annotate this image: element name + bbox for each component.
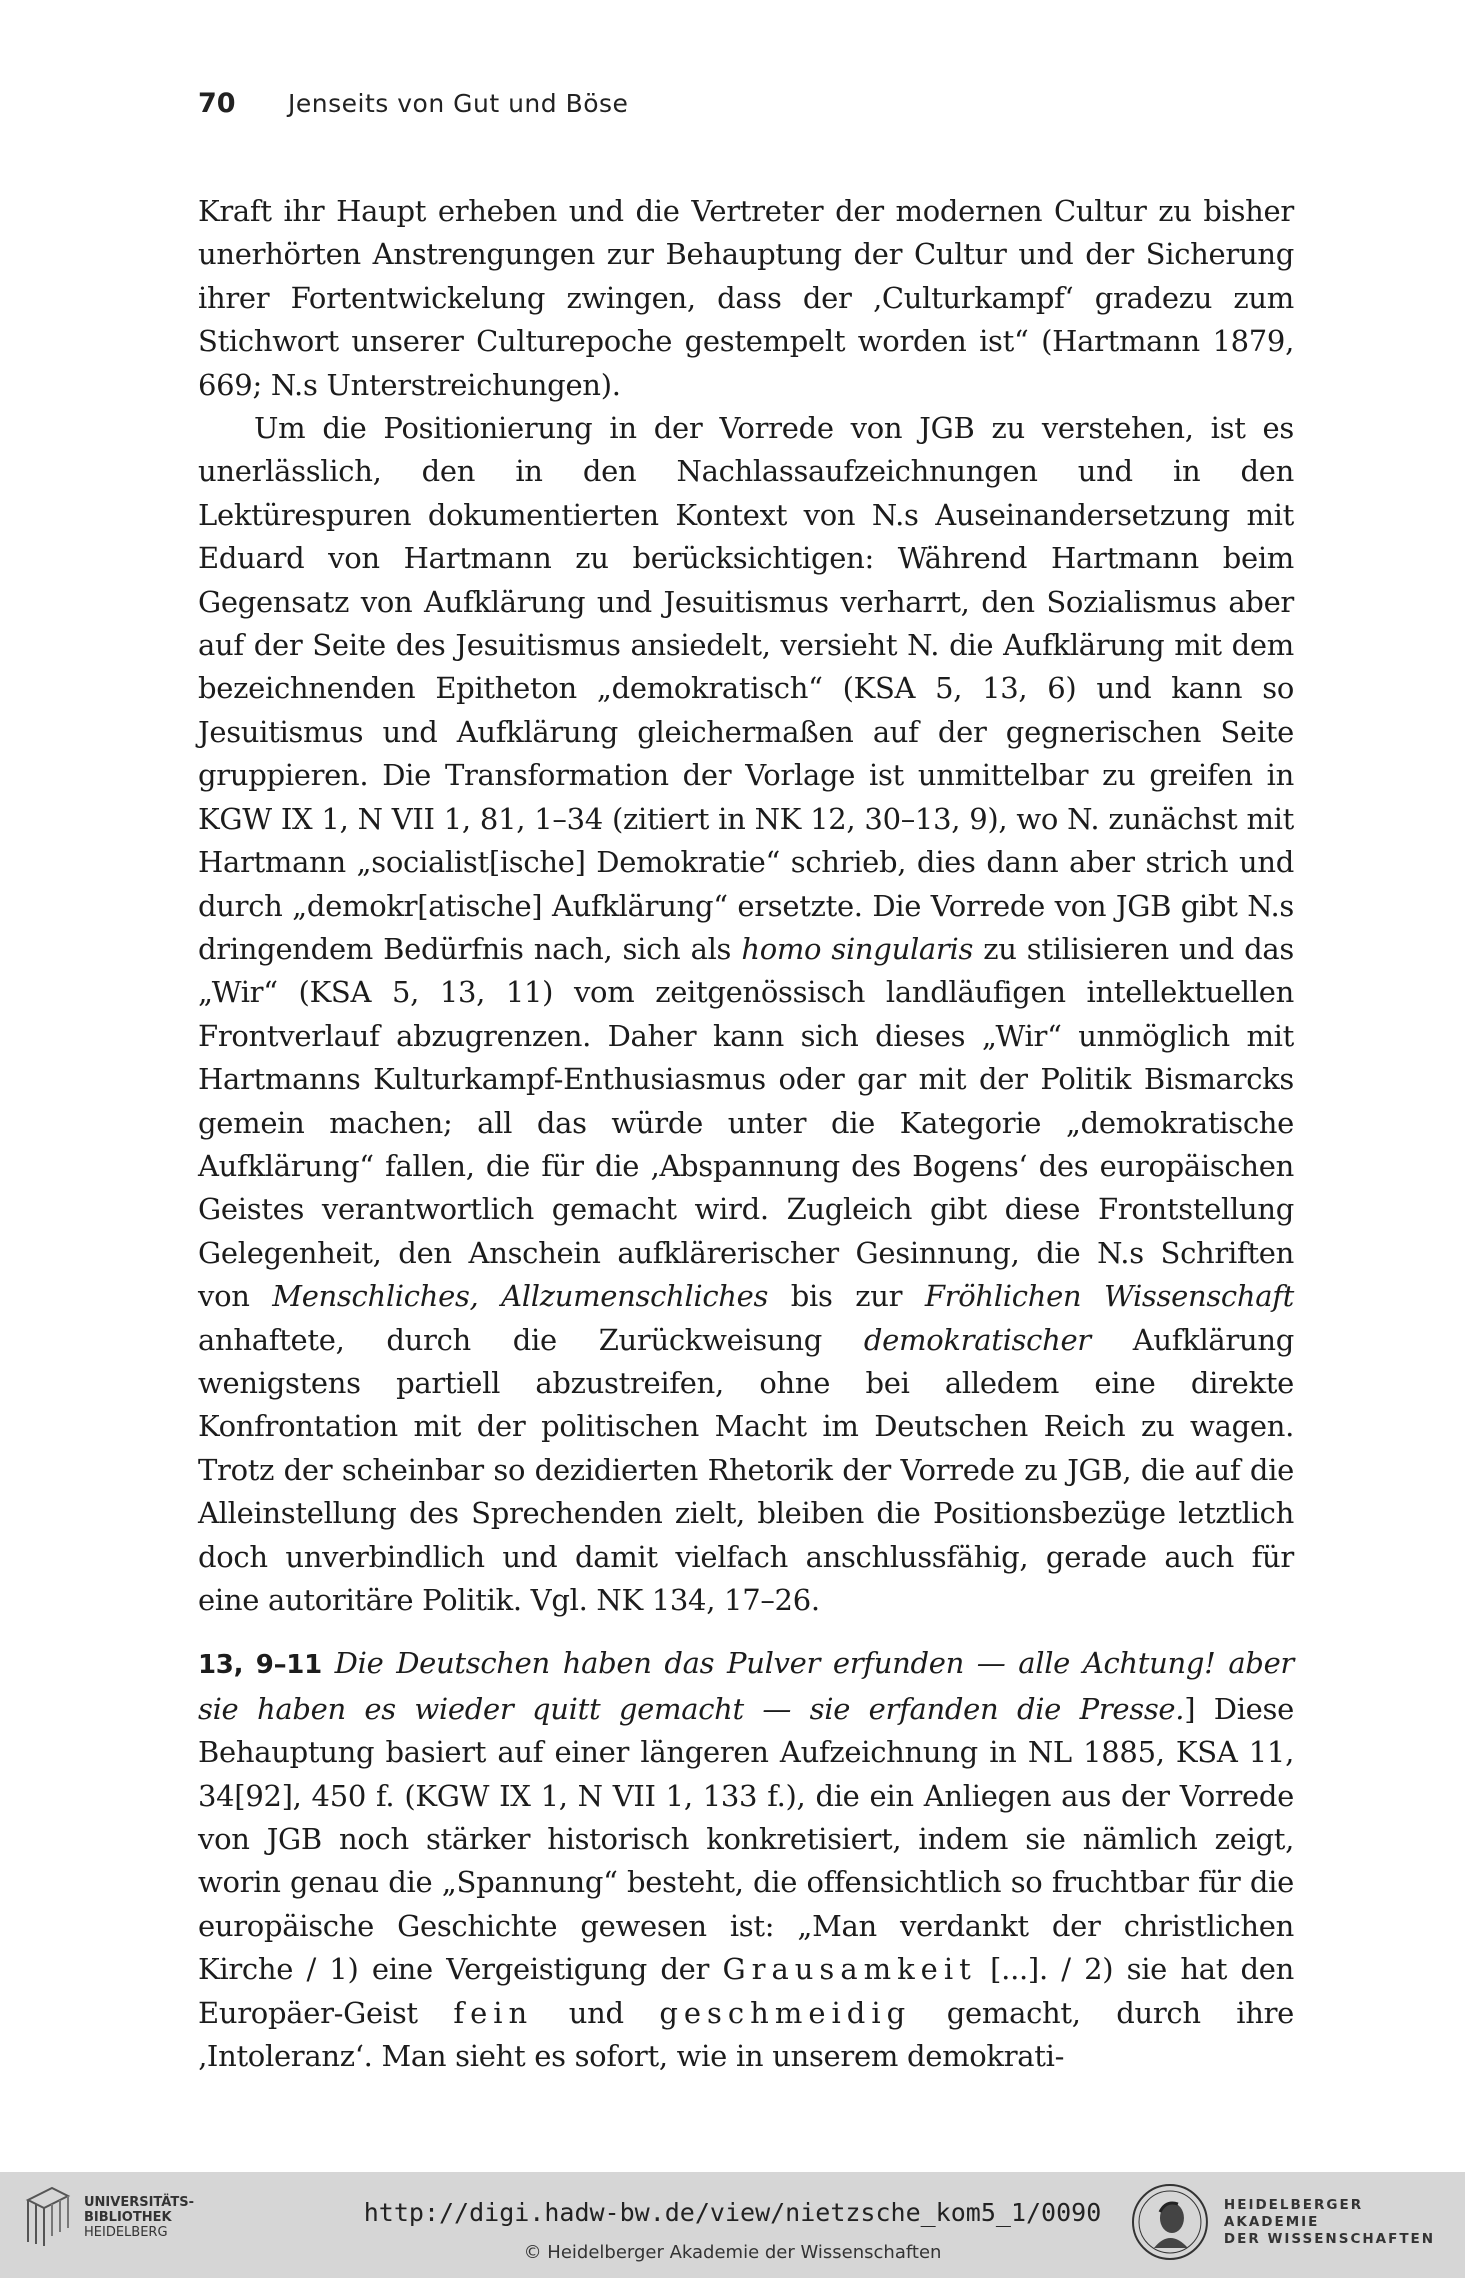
text-run: und: [568, 1995, 624, 2030]
paragraph-commentary: [198, 407, 1294, 1622]
text-run: Um die Positionierung in der Vorrede von JGB zu verstehen, ist es unerlässlich, den in den Nachlassaufzeichnungen und in den Lektürespuren dokumentierten Kontext von N.s Auseinandersetzung mit Eduard von Hartmann zu berücksichtigen: Während Hartmann beim Gegensatz von Aufklärung und Jesuitismus verharrt, den Sozialismus aber auf der Seite des Jesuitismus ansiedelt, versieht N. die Aufklärung mit dem bezeichnenden Epitheton „demokratisch“ (KSA 5, 13, 6) und kann so Jesuitismus und Aufklärung gleichermaßen auf der gegnerischen Seite gruppieren. Die Transformation der Vorlage ist unmittelbar zu greifen in KGW IX 1, N VII 1, 81, 1–34 (zitiert in NK 12, 30–13, 9), wo N. zunächst mit Hartmann „socialist[ische] Demokratie“ schrieb, dies dann aber strich und durch „demokr[atische] Aufklärung“ ersetzte. Die Vorrede von JGB gibt N.s dringendem Bedürfnis nach, sich als: [198, 411, 1294, 966]
italic-title: Fröhlichen Wissenschaft: [924, 1279, 1295, 1314]
italic-term: homo singularis: [741, 931, 974, 966]
text-run: bis zur: [790, 1279, 903, 1314]
academy-name-line: HEIDELBERGER AKADEMIE: [1223, 2196, 1364, 2230]
copyright-notice: © Heidelberger Akademie der Wissenschaften: [523, 2242, 942, 2263]
spaced-emphasis: Grausamkeit: [722, 1952, 977, 1987]
page-number: 70: [198, 88, 236, 119]
running-title: Jenseits von Gut und Böse: [288, 89, 629, 118]
body-text: [198, 190, 1294, 2078]
text-run: ] Diese Behauptung basiert auf einer längeren Aufzeichnung in NL 1885, KSA 11, 34[92], 450 f. (KGW IX 1, N VII 1, 133 f.), die ein Anliegen aus der Vorrede von JGB noch stärker historisch konkretisiert, indem sie nämlich zeigt, worin genau die „Spannung“ besteht, die offensichtlich so fruchtbar für die europäische Geschichte gewesen ist: „Man verdankt der christlichen Kirche / 1) eine Vergeistigung der: [198, 1691, 1294, 1987]
italic-term: demokratischer: [863, 1322, 1091, 1357]
academy-logo[interactable]: [1130, 2182, 1465, 2262]
source-url-link[interactable]: http://digi.hadw-bw.de/view/nietzsche_kom5_1/0090: [363, 2198, 1102, 2227]
academy-name: [1224, 2197, 1465, 2248]
text-run: [...]. / 2) sie hat den Europäer-Geist: [198, 1952, 1294, 2030]
text-run: gemacht, durch ihre ‚Intoleranz‘. Man sieht es sofort, wie in unserem demokrati-: [198, 1995, 1295, 2074]
italic-title: Menschliches, Allzumenschliches: [272, 1279, 769, 1314]
lemma-reference: 13, 9–11: [198, 1650, 322, 1681]
library-name-line: BIBLIOTHEK: [84, 2209, 172, 2225]
academy-seal-icon: [1130, 2182, 1210, 2262]
library-name-line: HEIDELBERG: [84, 2224, 168, 2240]
paragraph-lemma-entry: [198, 1642, 1294, 2078]
page-header: [198, 88, 628, 119]
paragraph-quote-end: Kraft ihr Haupt erheben und die Vertreter der modernen Cultur zu bisher unerhörten Anstrengungen zur Behauptung der Cultur und der Sicherung ihrer Fortentwickelung zwingen, dass der ‚Culturkampf‘ gradezu zum Stichwort unserer Culturepoche gestempelt worden ist“ (Hartmann 1879, 669; N.s Unterstreichungen).: [198, 194, 1294, 402]
academy-name-line: DER WISSENSCHAFTEN: [1223, 2230, 1436, 2247]
library-name-line: UNIVERSITÄTS-: [84, 2194, 194, 2210]
text-run: anhaftete, durch die Zurückweisung: [198, 1322, 823, 1357]
footer-bar: [0, 2172, 1465, 2278]
lemma-quote: Die Deutschen haben das Pulver erfunden — alle Achtung! aber sie haben es wieder quitt gemacht — sie erfanden die Presse.: [198, 1646, 1294, 1726]
text-run: zu stilisieren und das „Wir“ (KSA 5, 13, 11) vom zeitgenössisch landläufigen intellektuellen Frontverlauf abzugrenzen. Daher kann sich dieses „Wir“ unmöglich mit Hartmanns Kulturkampf-Enthusiasmus oder gar mit der Politik Bismarcks gemein machen; all das würde unter die Kategorie „demokratische Aufklärung“ fallen, die für die ‚Abspannung des Bogens‘ des europäischen Geistes verantwortlich gemacht wird. Zugleich gibt diese Frontstellung Gelegenheit, den Anschein aufklärerischer Gesinnung, die N.s Schriften von: [198, 931, 1295, 1314]
text-run: Aufklärung wenigstens partiell abzustreifen, ohne bei alledem eine direkte Konfrontation mit der politischen Macht im Deutschen Reich zu wagen. Trotz der scheinbar so dezidierten Rhetorik der Vorrede zu JGB, die auf die Alleinstellung des Sprechenden zielt, bleiben die Positionsbezüge letztlich doch unverbindlich und damit vielfach anschlussfähig, gerade auch für eine autoritäre Politik. Vgl. NK 134, 17–26.: [198, 1322, 1295, 1617]
spaced-emphasis: geschmeidig: [659, 1995, 912, 2030]
spaced-emphasis: fein: [453, 1995, 534, 2030]
